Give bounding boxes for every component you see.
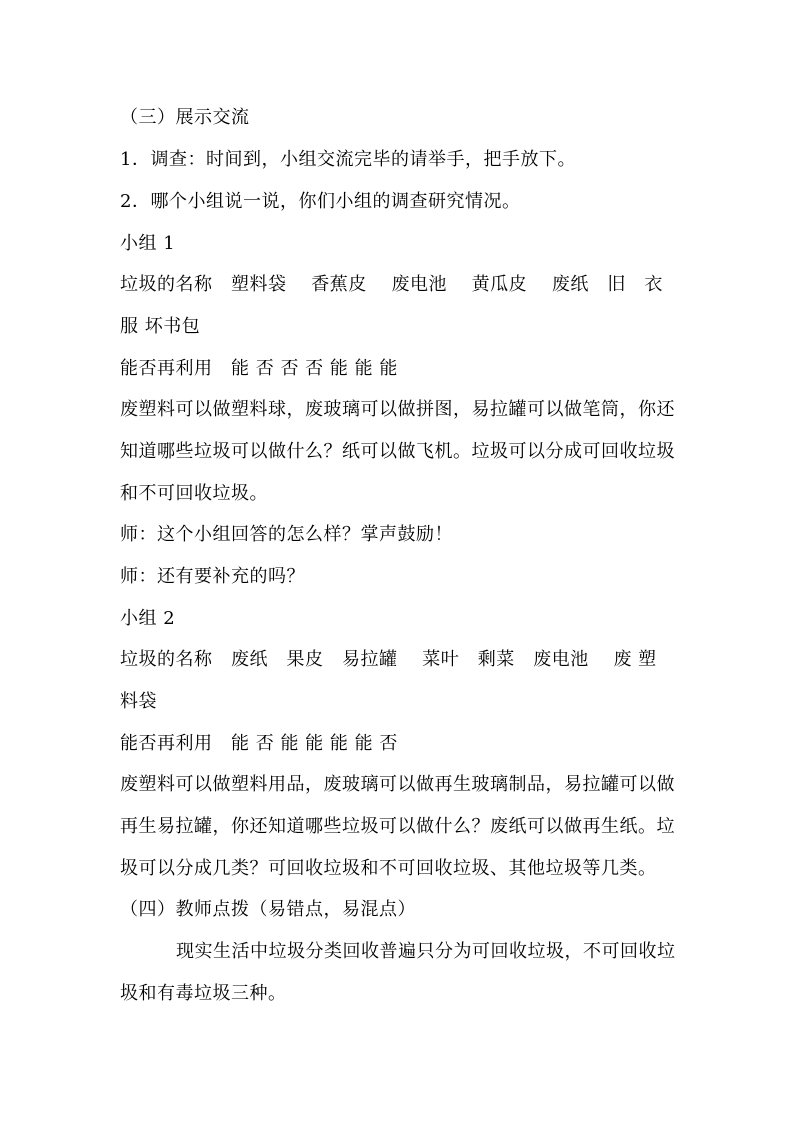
paragraph-1: 1．调查：时间到，小组交流完毕的请举手，把手放下。 <box>120 149 576 170</box>
group-1-items-line-2: 服 坏书包 <box>120 316 201 337</box>
paragraph-2: 2．哪个小组说一说，你们小组的调查研究情况。 <box>120 191 521 212</box>
group-1-text-line-3: 和不可回收垃圾。 <box>120 483 268 504</box>
group-1-items-line-1: 垃圾的名称 塑料袋 香蕉皮 废电池 黄瓜皮 废纸 旧 衣 <box>120 274 663 295</box>
group-1-reuse-row: 能否再利用 能 否 否 否 能 能 能 <box>120 358 398 379</box>
teacher-remark-1: 师：这个小组回答的怎么样？掌声鼓励！ <box>120 524 453 545</box>
teacher-remark-2: 师：还有要补充的吗？ <box>120 566 305 587</box>
group-2-items-line-2: 料袋 <box>120 691 157 712</box>
group-2-items-line-1: 垃圾的名称 废纸 果皮 易拉罐 菜叶 剩菜 废电池 废 塑 <box>120 649 657 670</box>
group-2-reuse-row: 能否再利用 能 否 能 能 能 能 否 <box>120 733 398 754</box>
group-2-text-line-3: 圾可以分成几类？可回收垃圾和不可回收垃圾、其他垃圾等几类。 <box>120 858 657 879</box>
group-1-label: 小组 1 <box>120 233 176 254</box>
group-1-text-line-1: 废塑料可以做塑料球，废玻璃可以做拼图，易拉罐可以做笔筒，你还 <box>120 399 675 420</box>
group-2-text-line-2: 再生易拉罐，你还知道哪些垃圾可以做什么？废纸可以做再生纸。垃 <box>120 816 675 837</box>
group-2-label: 小组 2 <box>120 608 176 629</box>
section-heading-3: （三）展示交流 <box>120 107 250 128</box>
summary-text-line-1: 现实生活中垃圾分类回收普遍只分为可回收垃圾，不可回收垃 <box>176 941 676 962</box>
section-heading-4: （四）教师点拨（易错点，易混点） <box>120 899 416 920</box>
summary-text-line-2: 圾和有毒垃圾三种。 <box>120 983 287 1004</box>
group-1-text-line-2: 知道哪些垃圾可以做什么？纸可以做飞机。垃圾可以分成可回收垃圾 <box>120 441 675 462</box>
group-2-text-line-1: 废塑料可以做塑料用品，废玻璃可以做再生玻璃制品，易拉罐可以做 <box>120 774 675 795</box>
